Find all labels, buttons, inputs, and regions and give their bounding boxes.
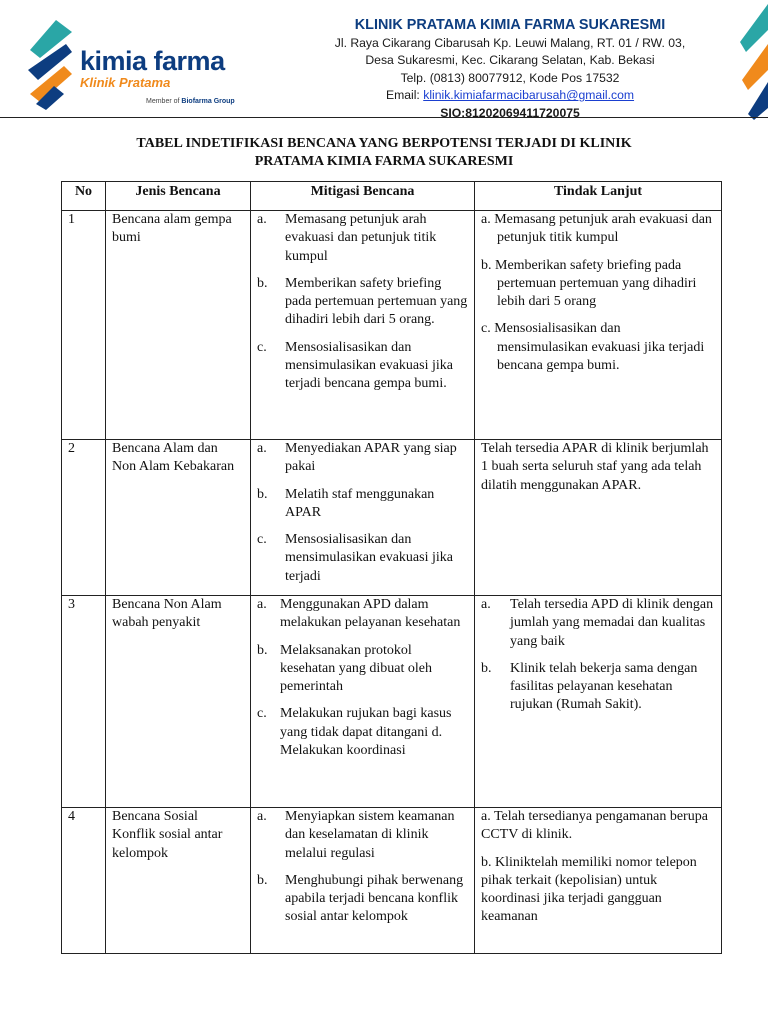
list-item: c. Mensosialisasikan dan mensimulasikan evakuasi jika terjadi bencana gempa bumi.: [481, 321, 705, 374]
list-item: c. Melakukan rujukan bagi kasus yang tidak dapat ditangani d. Melakukan koordinasi: [257, 706, 452, 759]
mitigation-cell: [251, 440, 475, 596]
corner-decoration-icon: [734, 0, 768, 120]
list-item: c. Mensosialisasikan dan mensimulasikan evakuasi jika terjadi: [257, 532, 453, 584]
table-row: [62, 440, 722, 596]
list-item: b. Kliniktelah memiliki nomor telepon pihak terkait (kepolisian) untuk koordinasi jika terjadi gangguan keamanan: [481, 854, 697, 925]
disaster-type: Bencana Non Alam wabah penyakit: [106, 596, 251, 808]
column-header-jenis: Jenis Bencana: [106, 182, 251, 211]
disaster-type: Bencana Sosial Konflik sosial antar kelompok: [106, 808, 251, 954]
list-item: b. Menghubungi pihak berwenang apabila terjadi bencana konflik sosial antar kelompok: [257, 872, 464, 925]
brand-block: [80, 46, 235, 105]
column-header-mitigasi: Mitigasi Bencana: [251, 182, 475, 211]
brand-subtitle: Klinik Pratama: [80, 75, 171, 90]
row-number: 4: [62, 808, 106, 954]
email-label: Email:: [385, 88, 420, 103]
list-item: c. Mensosialisasikan dan mensimulasikan evakuasi jika terjadi bencana gempa bumi.: [257, 339, 453, 392]
clinic-phone: Telp. (0813) 80077912, Kode Pos 17532: [400, 70, 620, 85]
disaster-type: Bencana Alam dan Non Alam Kebakaran: [106, 440, 251, 596]
disaster-type: Bencana alam gempa bumi: [106, 211, 251, 440]
follow-up-cell: [475, 808, 722, 954]
row-number: 2: [62, 440, 106, 596]
list-item: b. Klinik telah bekerja sama dengan fasilitas pelayanan kesehatan rujukan (Rumah Sakit).: [481, 660, 698, 713]
disaster-table: [61, 181, 722, 954]
clinic-info: [300, 15, 720, 122]
row-number: 3: [62, 596, 106, 808]
document-title-line-2: PRATAMA KIMIA FARMA SUKARESMI: [254, 154, 514, 169]
table-row: [62, 596, 722, 808]
list-item: Telah tersedia APAR di klinik berjumlah 1 buah serta seluruh staf yang ada telah dilatih menggunakan APAR.: [481, 441, 709, 493]
row-number: 1: [62, 211, 106, 440]
clinic-address-line-1: Jl. Raya Cikarang Cibarusah Kp. Leuwi Malang, RT. 01 / RW. 03,: [334, 36, 686, 50]
clinic-address-line-2: Desa Sukaresmi, Kec. Cikarang Selatan, Kab. Bekasi: [365, 53, 655, 68]
list-item: a. Telah tersedia APD di klinik dengan jumlah yang memadai dan kualitas yang baik: [481, 597, 714, 649]
list-item: a. Menyiapkan sistem keamanan dan keselamatan di klinik melalui regulasi: [257, 809, 455, 861]
header-divider: [0, 117, 768, 118]
clinic-title: KLINIK PRATAMA KIMIA FARMA SUKARESMI: [354, 17, 666, 33]
member-brand: Biofarma Group: [181, 98, 235, 105]
list-item: b. Melaksanakan protokol kesehatan yang dibuat oleh pemerintah: [257, 642, 433, 695]
table-row: [62, 808, 722, 954]
document-title: [0, 135, 768, 171]
clinic-sio: SIO:81202069411720075: [440, 105, 580, 120]
brand-member: [80, 98, 235, 105]
brand-name: kimia farma: [80, 46, 225, 76]
clinic-email-line: [300, 87, 720, 104]
email-link[interactable]: klinik.kimiafarmacibarusah@gmail.com: [423, 88, 635, 103]
follow-up-cell: [475, 596, 722, 808]
document-title-line-1: TABEL INDETIFIKASI BENCANA YANG BERPOTENSI TERJADI DI KLINIK: [136, 136, 632, 151]
follow-up-cell: [475, 440, 722, 596]
list-item: a. Menggunakan APD dalam melakukan pelayanan kesehatan: [257, 597, 461, 631]
list-item: a. Memasang petunjuk arah evakuasi dan petunjuk titik kumpul: [257, 212, 437, 264]
column-header-no: No: [62, 182, 106, 211]
letterhead: [0, 0, 768, 118]
list-item: a. Memasang petunjuk arah evakuasi dan petunjuk titik kumpul: [481, 212, 712, 246]
list-item: b. Memberikan safety briefing pada pertemuan pertemuan yang dihadiri lebih dari 5 orang: [481, 257, 697, 310]
list-item: b. Memberikan safety briefing pada pertemuan pertemuan yang dihadiri lebih dari 5 orang.: [257, 275, 468, 328]
list-item: a. Telah tersedianya pengamanan berupa CCTV di klinik.: [481, 809, 708, 843]
mitigation-cell: [251, 211, 475, 440]
column-header-tindak: Tindak Lanjut: [475, 182, 722, 211]
list-item: b. Melatih staf menggunakan APAR: [257, 486, 435, 520]
table-header-row: [62, 182, 722, 211]
table-row: [62, 211, 722, 440]
list-item: a. Menyediakan APAR yang siap pakai: [257, 441, 457, 475]
mitigation-cell: [251, 808, 475, 954]
mitigation-cell: [251, 596, 475, 808]
member-prefix: Member of: [146, 98, 180, 105]
follow-up-cell: [475, 211, 722, 440]
kimia-farma-logo-icon: [26, 18, 74, 110]
